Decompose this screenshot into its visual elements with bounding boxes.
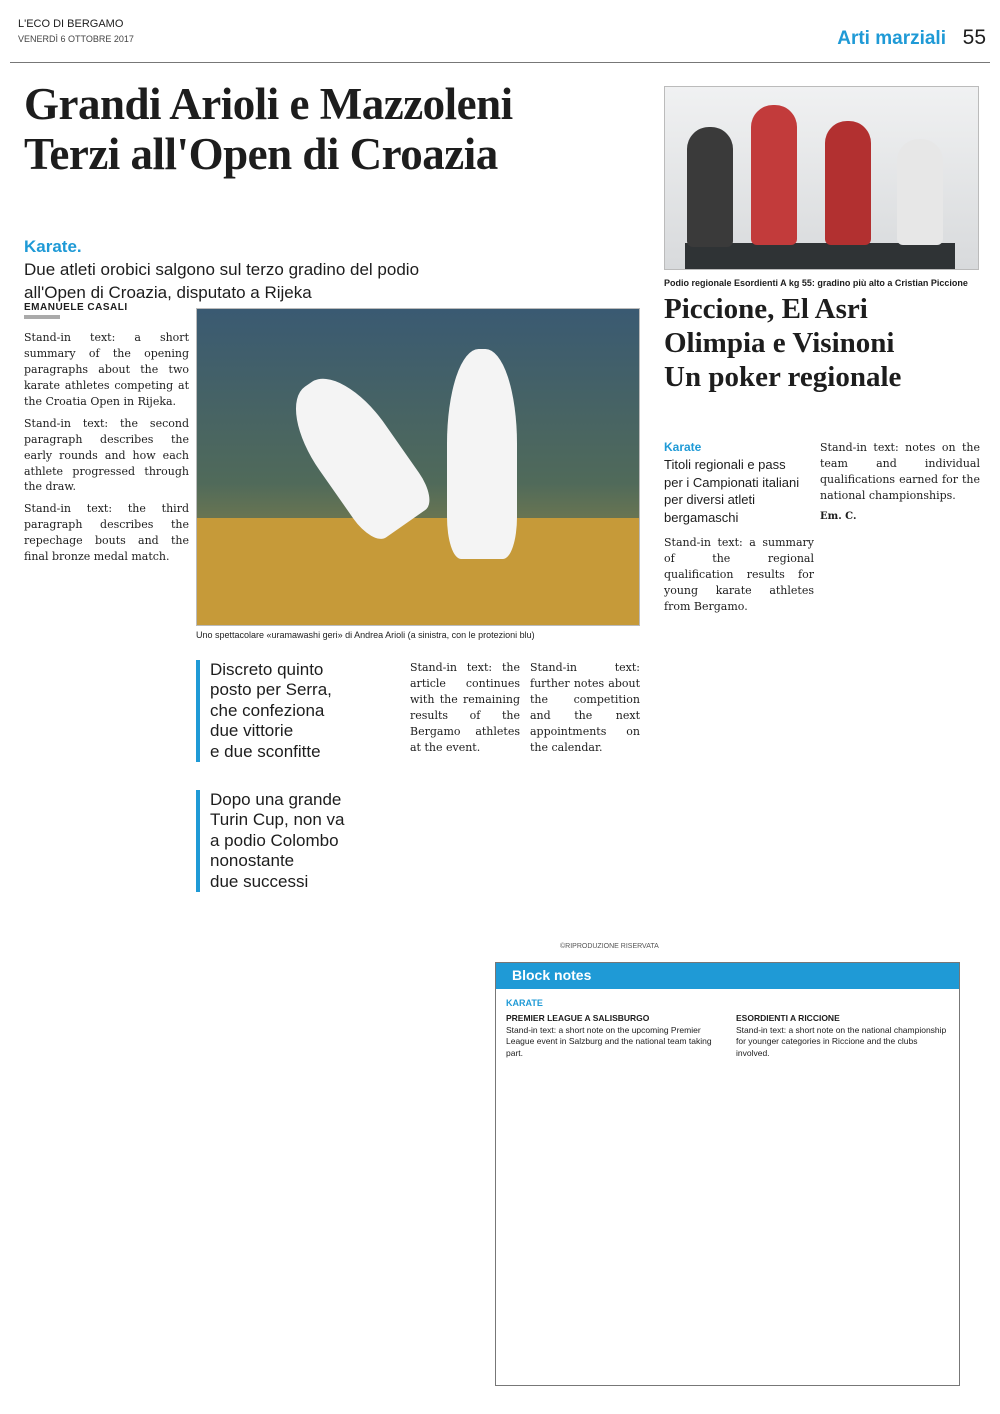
masthead	[10, 10, 990, 60]
paragraph: Stand-in text: a short summary of the opening paragraphs about the two karate athletes competing at the Croatia Open in Rijeka.	[24, 331, 189, 408]
kicker-line: Titoli regionali e pass	[664, 457, 786, 472]
quote-line: e due sconfitte	[210, 741, 321, 761]
main-headline	[24, 80, 634, 179]
tatami	[197, 518, 639, 625]
block-notes-column-1	[506, 1013, 721, 1060]
pull-quote	[196, 660, 396, 762]
kicker-line: per i Campionati italiani	[664, 474, 800, 490]
podium-caption: Podio regionale Esordienti A kg 55: gradino più alto a Cristian Piccione	[664, 278, 968, 288]
quote-line: Dopo una grande	[210, 790, 342, 809]
quote-line: Turin Cup, non va	[210, 810, 345, 830]
paper-name: L'ECO DI BERGAMO	[18, 18, 124, 30]
headline-line: Un poker regionale	[664, 361, 902, 394]
quote-line: posto per Serra,	[210, 680, 332, 700]
main-column-1	[24, 330, 189, 571]
headline-line: Grandi Arioli e Mazzoleni	[24, 79, 513, 129]
athlete	[687, 127, 733, 247]
quote-line: a podio Colombo	[210, 830, 339, 850]
pull-quote	[196, 790, 396, 892]
headline-line: Olimpia e Visinoni	[664, 327, 895, 360]
page-number: 55	[962, 26, 986, 49]
quote-line: nonostante	[210, 851, 295, 871]
paragraph: Stand-in text: a summary of the regional qualification results for young karate athletes from Bergamo.	[664, 536, 814, 613]
paragraph: Stand-in text: notes on the team and individual qualifications earned for the national championships.	[820, 441, 980, 502]
main-column-2	[410, 660, 520, 762]
karate-action-photo	[196, 308, 640, 626]
block-notes-title: Block notes	[512, 967, 592, 983]
main-column-3	[530, 660, 640, 762]
athlete	[751, 105, 797, 245]
publication-date: VENERDÌ 6 OTTOBRE 2017	[18, 34, 134, 44]
side-label: Karate	[664, 440, 702, 454]
athlete	[825, 121, 871, 245]
block-notes-box	[495, 962, 960, 1386]
kicker-line: Due atleti orobici salgono sul terzo gradino del podio	[24, 259, 420, 279]
author-sign: Em. C.	[820, 510, 857, 522]
byline-rule	[24, 315, 60, 319]
quote-line: due successi	[210, 871, 309, 891]
notes-paragraph: Stand-in text: a short note on the national championship for younger categories in Riccione and the clubs involved.	[736, 1024, 947, 1059]
main-kicker	[24, 236, 644, 305]
kicker-line: all'Open di Croazia, disputato a Rijeka	[24, 282, 312, 302]
block-notes-column-2	[736, 1013, 951, 1060]
section-name: Arti marziali	[837, 28, 946, 49]
notes-subhead: PREMIER LEAGUE A SALISBURGO	[506, 1013, 650, 1023]
kicker-line: bergamaschi	[664, 509, 739, 525]
paragraph: Stand-in text: the article continues with the remaining results of the Bergamo athletes at the event.	[410, 661, 520, 754]
notes-paragraph: Stand-in text: a short note on the upcoming Premier League event in Salzburg and the national team taking part.	[506, 1024, 712, 1059]
notes-subhead: ESORDIENTI A RICCIONE	[736, 1013, 840, 1023]
paragraph: Stand-in text: the third paragraph describes the repechage bouts and the final bronze medal match.	[24, 502, 189, 564]
paragraph: Stand-in text: the second paragraph describes the early rounds and how each athlete progressed through the draw.	[24, 416, 189, 494]
side-headline	[664, 292, 984, 395]
copyright-note: ©RIPRODUZIONE RISERVATA	[560, 943, 659, 950]
headline-line: Terzi all'Open di Croazia	[24, 128, 498, 179]
side-kicker	[664, 456, 814, 526]
athlete-red	[447, 349, 517, 559]
side-column-1	[664, 535, 814, 621]
masthead-rule	[10, 62, 990, 63]
kicker-label: Karate.	[24, 237, 82, 256]
quote-line: Discreto quinto	[210, 660, 324, 679]
athlete	[897, 139, 943, 245]
photo-caption: Uno spettacolare «uramawashi geri» di Andrea Arioli (a sinistra, con le protezioni blu)	[196, 630, 535, 640]
quote-line: due vittorie	[210, 721, 294, 741]
quote-line: che confeziona	[210, 700, 325, 720]
byline: EMANUELE CASALI	[24, 302, 128, 313]
podium-photo	[664, 86, 979, 270]
paragraph: Stand-in text: further notes about the competition and the next appointments on the calendar.	[530, 661, 640, 754]
headline-line: Piccione, El Asri	[664, 293, 868, 325]
kicker-line: per diversi atleti	[664, 492, 756, 508]
block-notes-tag: KARATE	[506, 998, 543, 1008]
side-column-2	[820, 440, 980, 530]
